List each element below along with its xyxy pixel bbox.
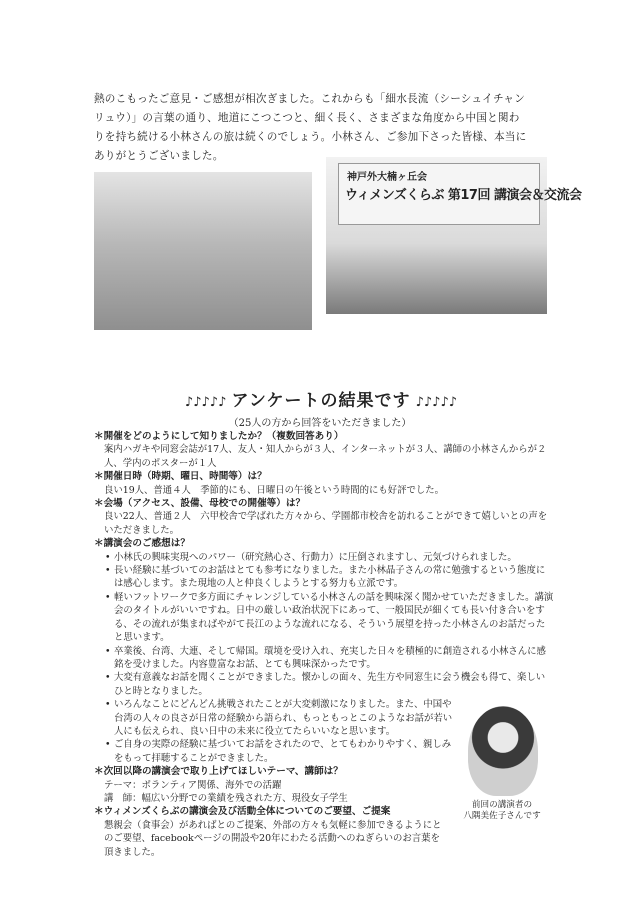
caption-line1: 前回の講演者の xyxy=(471,800,533,810)
intro-line: リュウ）」の言葉の通り、地道にこつこつと、細く長く、さまざまな角度から中国と関わ xyxy=(94,112,520,124)
question: ＊開催日時（時期、曜日、時間等）は？ xyxy=(94,471,267,483)
music-notes-left: ♪♪♪♪♪ xyxy=(184,395,227,410)
speaker-portrait xyxy=(468,706,538,796)
answer: 良い22人、普通２人 六甲校舎で学ばれた方々から、学園都市校舎を訪れることができて嬉しいとの声をいただきました。 xyxy=(104,511,548,536)
music-notes-right: ♪♪♪♪♪ xyxy=(415,395,458,410)
survey-body xyxy=(94,430,554,859)
survey-heading xyxy=(146,386,496,411)
intro-line: 熱のこもったご意見・ご感想が相次ぎました。これからも「細水長流（シーシュイチャン xyxy=(94,93,526,105)
comment-item: • 長い経験に基づいてのお話はとても参考になりました。また小林晶子さんの常に勉強するという態度には感心します。また現地の人と仲良くしようとする努力も立派です。 xyxy=(114,564,554,591)
comment-item: • 卒業後、台湾、大連、そして帰国。環境を受け入れ、充実した日々を積極的に創造される小林さんに感銘を受けました。内容豊富なお話、とても興味深かったです。 xyxy=(114,645,554,672)
answer: 懇親会（食事会）があればとのご提案、外部の方々も気軽に参加できるようにとのご要望、facebookページの開設や20年にわたる活動へのねぎらいのお言葉を頂きました。 xyxy=(104,819,442,858)
question: ＊開催をどのようにして知りましたか？（複数回答あり） xyxy=(94,431,344,442)
intro-line: りを持ち続ける小林さんの旅は続くのでしょう。小林さん、ご参加下さった皆様、本当に xyxy=(94,131,527,143)
question: ＊会場（アクセス、設備、母校での開催等）は？ xyxy=(94,498,306,510)
answer: テーマ：ボランティア関係、海外での活躍 xyxy=(104,779,282,791)
question: ＊ウィメンズくらぶの講演会及び活動全体についてのご要望、ご提案 xyxy=(94,806,391,818)
answer: 講 師：幅広い分野での業績を残された方、現役女子学生 xyxy=(104,792,348,804)
comment-item: • 小林氏の興味実現へのパワー（研究熱心さ、行動力）に圧倒されますし、元気づけられました。 xyxy=(114,551,554,564)
answer: 案内ハガキや同窓会誌が17人、友人・知人からが３人、インターネットが３人、講師の小林さんからが２人、学内のポスターが１人 xyxy=(104,444,547,469)
survey-subtitle: （25人の方から回答をいただきました） xyxy=(228,418,412,429)
intro-line: ありがとうございました。 xyxy=(94,150,224,162)
question: ＊次回以降の講演会で取り上げてほしいテーマ、講師は？ xyxy=(94,766,343,778)
comment-item: • 軽いフットワークで多方面にチャレンジしている小林さんの話を興味深く聞かせていただきました。講演会のタイトルがいいですね。日中の厳しい政治状況下にあって、一般国民が細くても長い付き合いをする、その流れが集まればやがて長江のような流れになる、そういう展望を持った小林さんのお話だったと思います。 xyxy=(114,591,554,645)
answer: 良い19人、普通４人 季節的にも、日曜日の午後という時間的にも好評でした。 xyxy=(104,484,445,496)
question: ＊講演会のご感想は？ xyxy=(94,538,190,550)
lecture-photo xyxy=(94,172,312,330)
comment-item: • ご自身の実際の経験に基づいてお話をされたので、とてもわかりやすく、親しみをもって拝聴することができました。 xyxy=(114,738,454,765)
caption-line2: 八隅美佐子さんです xyxy=(463,811,541,821)
banner-line2: ウィメンズくらぶ 第17回 講演会＆交流会 xyxy=(345,188,582,203)
comment-item: • 大変有意義なお話を聞くことができました。懐かしの面々、先生方や同窓生に会う機会も得て、楽しいひと時となりました。 xyxy=(114,671,554,698)
group-photo xyxy=(326,157,582,314)
intro-text xyxy=(94,90,554,166)
event-banner xyxy=(338,163,582,225)
comment-item: • いろんなことにどんどん挑戦されたことが大変刺激になりました。また、中国や台湾の人々の良さが日常の経験から語られ、もっともっとこのようなお話が若い人にも伝えられ、良い日中の未来に役立てたらいいなと思います。 xyxy=(114,698,454,738)
survey-title: アンケートの結果です xyxy=(231,391,411,411)
banner-line1: 神戸外大楠ヶ丘会 xyxy=(347,172,427,183)
portrait-caption xyxy=(440,800,564,822)
